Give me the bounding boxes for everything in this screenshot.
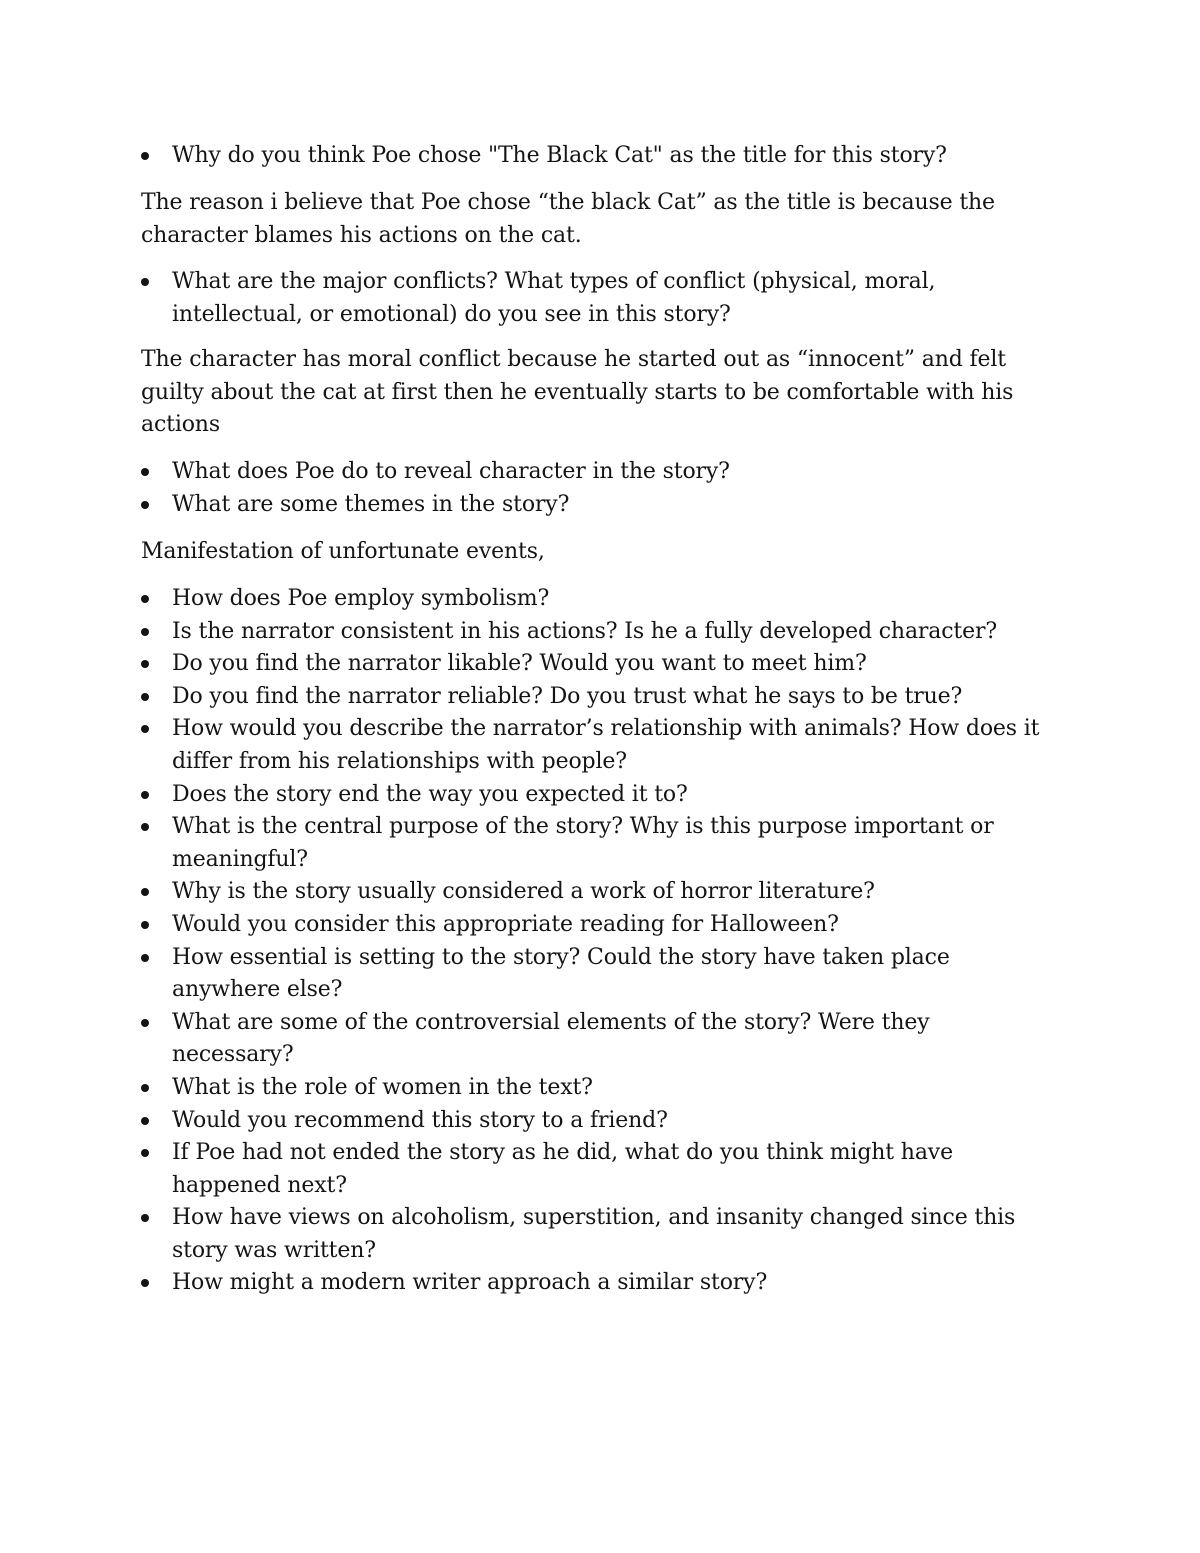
- question-item: [141, 1105, 1041, 1138]
- bullet-icon: [141, 725, 149, 733]
- question-item: [141, 1072, 1041, 1105]
- bullet-icon: [141, 954, 149, 962]
- question-item: [141, 942, 1041, 1007]
- bullet-icon: [141, 791, 149, 799]
- question-text: What are some of the controversial elements of the story? Were they necessary?: [172, 1009, 930, 1068]
- bullet-icon: [141, 1117, 149, 1125]
- question-item: [141, 876, 1041, 909]
- question-text: How might a modern writer approach a similar story?: [172, 1270, 768, 1296]
- question-item: [141, 266, 1041, 331]
- question-text: What are the major conflicts? What types of conflict (physical, moral, intellectual, or emotional) do you see in this story?: [172, 269, 936, 327]
- bullet-icon: [141, 501, 149, 509]
- question-item: [141, 583, 1041, 616]
- question-text: What is the central purpose of the story? Why is this purpose important or meaningful?: [172, 814, 994, 872]
- question-list-4: [141, 583, 1041, 1300]
- question-item: [141, 909, 1041, 942]
- bullet-icon: [141, 1084, 149, 1092]
- bullet-icon: [141, 823, 149, 831]
- question-text: Is the narrator consistent in his actions? Is he a fully developed character?: [172, 618, 997, 644]
- question-text: How would you describe the narrator’s relationship with animals? How does it differ from his relationships with people?: [172, 716, 1040, 774]
- question-list-3: [141, 456, 1041, 521]
- question-item: [141, 456, 1041, 489]
- question-text: Do you find the narrator likable? Would you want to meet him?: [172, 651, 867, 677]
- question-item: [141, 779, 1041, 812]
- question-text: Would you consider this appropriate reading for Halloween?: [172, 911, 839, 937]
- question-text: If Poe had not ended the story as he did, what do you think might have happened next?: [172, 1140, 953, 1198]
- question-item: [141, 1007, 1041, 1072]
- bullet-icon: [141, 1019, 149, 1027]
- question-item: [141, 1137, 1041, 1202]
- question-text: What is the role of women in the text?: [172, 1074, 593, 1100]
- question-item: [141, 140, 1041, 173]
- bullet-icon: [141, 628, 149, 636]
- question-text: How have views on alcoholism, superstition, and insanity changed since this story was written?: [172, 1205, 1016, 1263]
- bullet-icon: [141, 595, 149, 603]
- bullet-icon: [141, 1149, 149, 1157]
- question-item: [141, 713, 1041, 778]
- answer-paragraph-3: Manifestation of unfortunate events,: [141, 539, 545, 564]
- bullet-icon: [141, 152, 149, 160]
- question-item: [141, 1202, 1041, 1267]
- bullet-icon: [141, 1214, 149, 1222]
- question-text: How does Poe employ symbolism?: [172, 586, 550, 611]
- question-item: [141, 811, 1041, 876]
- question-item: [141, 681, 1041, 714]
- question-item: [141, 489, 1041, 522]
- question-text: Why do you think Poe chose "The Black Cat" as the title for this story?: [172, 143, 947, 168]
- question-list-1: [141, 140, 1041, 173]
- bullet-icon: [141, 660, 149, 668]
- bullet-icon: [141, 888, 149, 896]
- bullet-icon: [141, 693, 149, 701]
- question-text: How essential is setting to the story? Could the story have taken place anywhere else?: [172, 944, 950, 1003]
- question-item: [141, 1267, 1041, 1300]
- bullet-icon: [141, 1279, 149, 1287]
- question-text: What does Poe do to reveal character in the story?: [172, 459, 730, 484]
- question-text: Does the story end the way you expected it to?: [172, 781, 688, 807]
- question-item: [141, 616, 1041, 649]
- bullet-icon: [141, 468, 149, 476]
- question-text: Why is the story usually considered a work of horror literature?: [172, 879, 875, 905]
- bullet-icon: [141, 921, 149, 929]
- question-text: Do you find the narrator reliable? Do you trust what he says to be true?: [172, 683, 963, 709]
- answer-paragraph-1: The reason i believe that Poe chose “the black Cat” as the title is because the character blames his actions on the cat.: [141, 190, 995, 248]
- answer-paragraph-2: The character has moral conflict because he started out as “innocent” and felt guilty about the cat at first then he eventually starts to be comfortable with his actions: [141, 347, 1014, 438]
- question-text: Would you recommend this story to a friend?: [172, 1107, 668, 1133]
- bullet-icon: [141, 278, 149, 286]
- question-text: What are some themes in the story?: [172, 491, 570, 517]
- question-list-2: [141, 266, 1041, 331]
- question-item: [141, 648, 1041, 681]
